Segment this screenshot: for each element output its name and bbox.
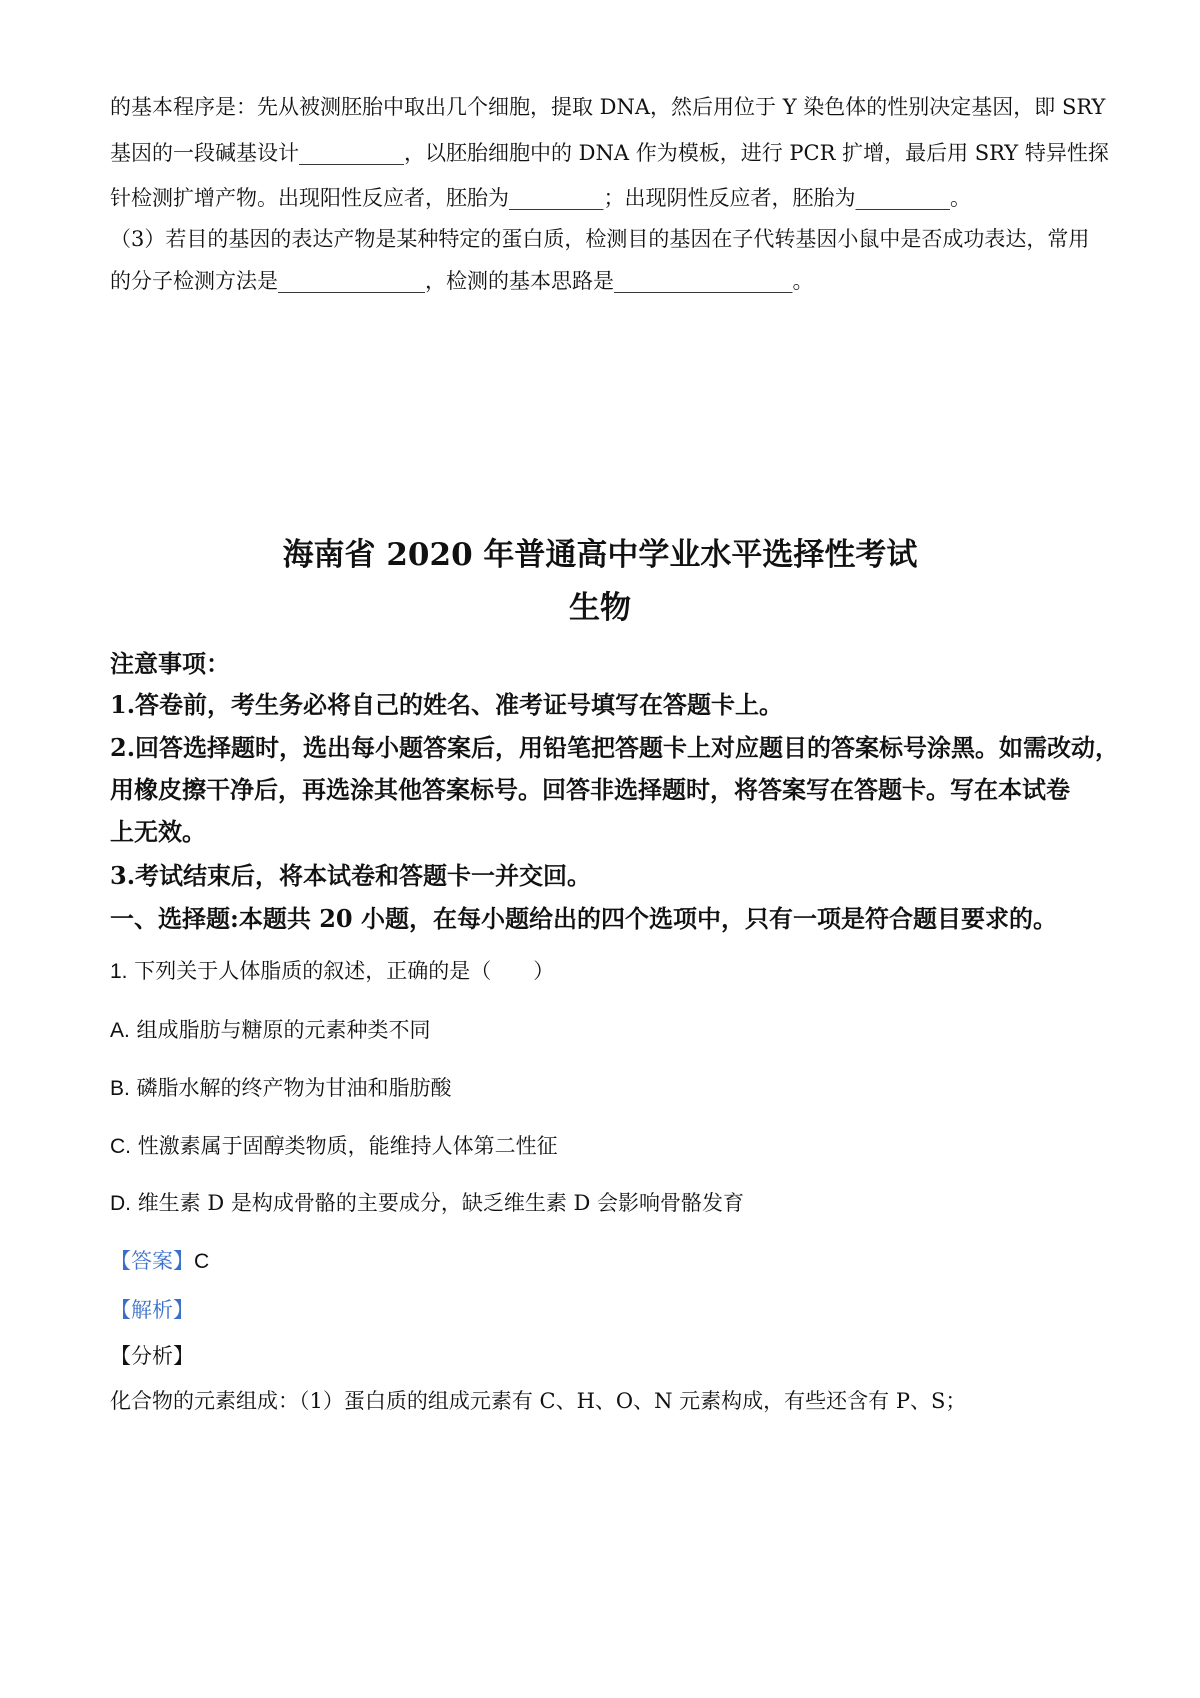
text-line: （3）若目的基因的表达产物是某种特定的蛋白质，检测目的基因在子代转基因小鼠中是否成功表达，常用	[110, 227, 1090, 251]
exam-subject: 生物	[569, 590, 631, 626]
option-letter: A.	[110, 1019, 130, 1042]
answer-value: C	[194, 1250, 210, 1273]
note-item: 用橡皮擦干净后，再选涂其他答案标号。回答非选择题时，将答案写在答题卡。写在本试卷	[110, 775, 1070, 804]
section-heading: 一、选择题:本题共 20 小题，在每小题给出的四个选项中，只有一项是符合题目要求的。	[110, 904, 1057, 933]
text-line: 的分子检测方法是______________，检测的基本思路是_________________。	[110, 269, 814, 293]
question-text: 下列关于人体脂质的叙述，正确的是（ ）	[134, 959, 555, 983]
question-number: 1.	[110, 960, 128, 983]
text-line: 的基本程序是：先从被测胚胎中取出几个细胞，提取 DNA，然后用位于 Y 染色体的性别决定基因，即 SRY	[110, 95, 1106, 119]
exam-title: 海南省 2020 年普通高中学业水平选择性考试	[282, 537, 918, 573]
fenxi-label: 【分析】	[110, 1344, 194, 1368]
note-item: 上无效。	[110, 817, 206, 846]
option-d	[110, 1188, 744, 1219]
option-a	[110, 1015, 431, 1046]
text-line: 基因的一段碱基设计__________，以胚胎细胞中的 DNA 作为模板，进行 PCR 扩增，最后用 SRY 特异性探	[110, 141, 1109, 165]
notes-heading: 注意事项：	[110, 649, 230, 678]
option-text: 组成脂肪与糖原的元素种类不同	[136, 1018, 431, 1042]
note-item: 3.考试结束后，将本试卷和答题卡一并交回。	[110, 861, 592, 890]
option-text: 性激素属于固醇类物质，能维持人体第二性征	[137, 1134, 558, 1158]
note-item: 1.答卷前，考生务必将自己的姓名、准考证号填写在答题卡上。	[110, 690, 784, 719]
option-c	[110, 1131, 558, 1162]
note-item: 2.回答选择题时，选出每小题答案后，用铅笔把答题卡上对应题目的答案标号涂黑。如需改动，	[110, 733, 1120, 762]
option-text: 维生素 D 是构成骨骼的主要成分，缺乏维生素 D 会影响骨骼发育	[137, 1191, 745, 1215]
analysis-label: 【解析】	[110, 1298, 194, 1322]
fenxi-text: 化合物的元素组成：（1）蛋白质的组成元素有 C、H、O、N 元素构成，有些还含有 P、S；	[110, 1389, 967, 1413]
question-stem	[110, 956, 554, 987]
option-text: 磷脂水解的终产物为甘油和脂肪酸	[136, 1076, 452, 1100]
text-line: 针检测扩增产物。出现阳性反应者，胚胎为_________；出现阴性反应者，胚胎为_________。	[110, 186, 971, 210]
option-letter: B.	[110, 1077, 130, 1100]
answer-label: 【答案】	[110, 1249, 194, 1273]
answer-line	[110, 1246, 209, 1277]
option-b	[110, 1073, 452, 1104]
option-letter: C.	[110, 1135, 131, 1158]
option-letter: D.	[110, 1192, 131, 1215]
